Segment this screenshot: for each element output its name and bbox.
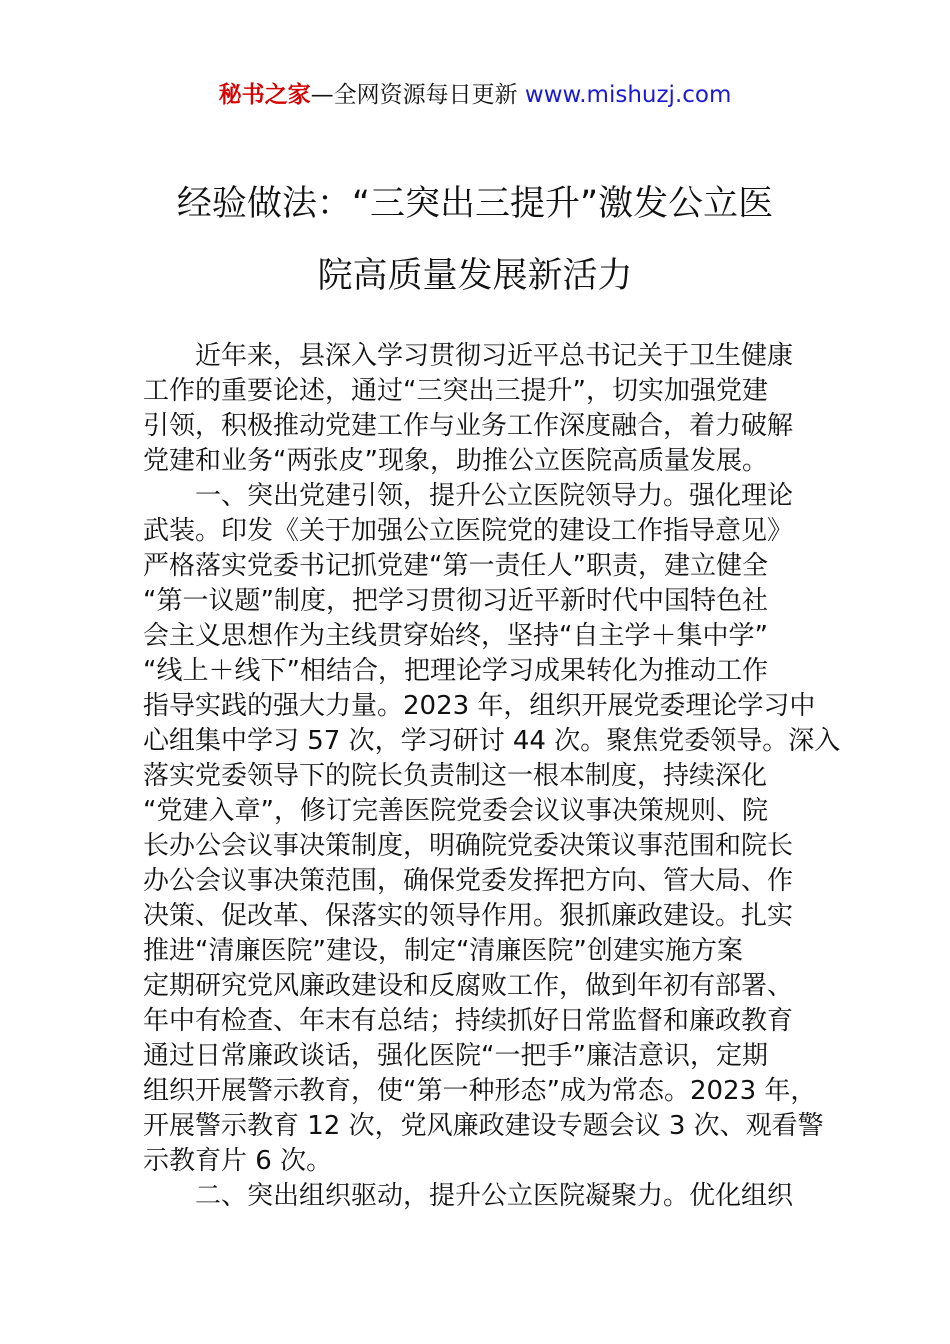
paragraph-line: 武装。印发《关于加强公立医院党的建设工作指导意见》 — [143, 516, 794, 546]
site-header — [0, 78, 950, 112]
paragraph-line: 通过日常廉政谈话，强化医院“一把手”廉洁意识，定期 — [143, 1041, 768, 1071]
paragraph-line: 工作的重要论述，通过“三突出三提升”，切实加强党建 — [143, 376, 768, 406]
paragraph-line: 党建和业务“两张皮”现象，助推公立医院高质量发展。 — [143, 446, 768, 476]
paragraph-line: 开展警示教育 12 次，党风廉政建设专题会议 3 次、观看警 — [143, 1111, 824, 1141]
paragraph-line: 推进“清廉医院”建设，制定“清廉医院”创建实施方案 — [143, 936, 743, 966]
paragraph-line: 示教育片 6 次。 — [143, 1146, 333, 1176]
paragraph-line: 会主义思想作为主线贯穿始终，坚持“自主学＋集中学” — [143, 621, 768, 651]
paragraph-first-line: 二、突出组织驱动，提升公立医院凝聚力。优化组织 — [195, 1181, 794, 1211]
paragraph-line: “党建入章”，修订完善医院党委会议议事决策规则、院 — [143, 796, 768, 826]
paragraph-first-line: 一、突出党建引领，提升公立医院领导力。强化理论 — [195, 481, 794, 511]
paragraph-line: 落实党委领导下的院长负责制这一根本制度，持续深化 — [143, 761, 768, 791]
paragraph-line: “第一议题”制度，把学习贯彻习近平新时代中国特色社 — [143, 586, 768, 616]
document-body — [143, 339, 841, 1214]
document-title — [150, 168, 800, 312]
paragraph-line: 引领，积极推动党建工作与业务工作深度融合，着力破解 — [143, 411, 794, 441]
paragraph-line: 决策、促改革、保落实的领导作用。狠抓廉政建设。扎实 — [143, 901, 794, 931]
paragraph-line: 指导实践的强大力量。2023 年，组织开展党委理论学习中 — [143, 691, 816, 721]
site-name: 秘书之家 — [218, 82, 311, 108]
title-line: 院高质量发展新活力 — [317, 256, 633, 296]
paragraph-line: “线上＋线下”相结合，把理论学习成果转化为推动工作 — [143, 656, 768, 686]
title-line: 经验做法：“三突出三提升”激发公立医 — [176, 184, 774, 224]
site-tagline: —全网资源每日更新 — [310, 82, 518, 108]
paragraph-line: 长办公会议事决策制度，明确院党委决策议事范围和院长 — [143, 831, 794, 861]
paragraph-line: 组织开展警示教育，使“第一种形态”成为常态。2023 年， — [143, 1076, 817, 1106]
paragraph-line: 办公会议事决策范围，确保党委发挥把方向、管大局、作 — [143, 866, 794, 896]
paragraph-line: 心组集中学习 57 次，学习研讨 44 次。聚焦党委领导。深入 — [143, 726, 841, 756]
paragraph-first-line: 近年来，县深入学习贯彻习近平总书记关于卫生健康 — [195, 341, 794, 371]
paragraph-line: 严格落实党委书记抓党建“第一责任人”职责，建立健全 — [143, 551, 768, 581]
paragraph-line: 年中有检查、年末有总结；持续抓好日常监督和廉政教育 — [143, 1006, 794, 1036]
site-url-link[interactable]: www.mishuzj.com — [524, 82, 732, 108]
paragraph-line: 定期研究党风廉政建设和反腐败工作，做到年初有部署、 — [143, 971, 794, 1001]
